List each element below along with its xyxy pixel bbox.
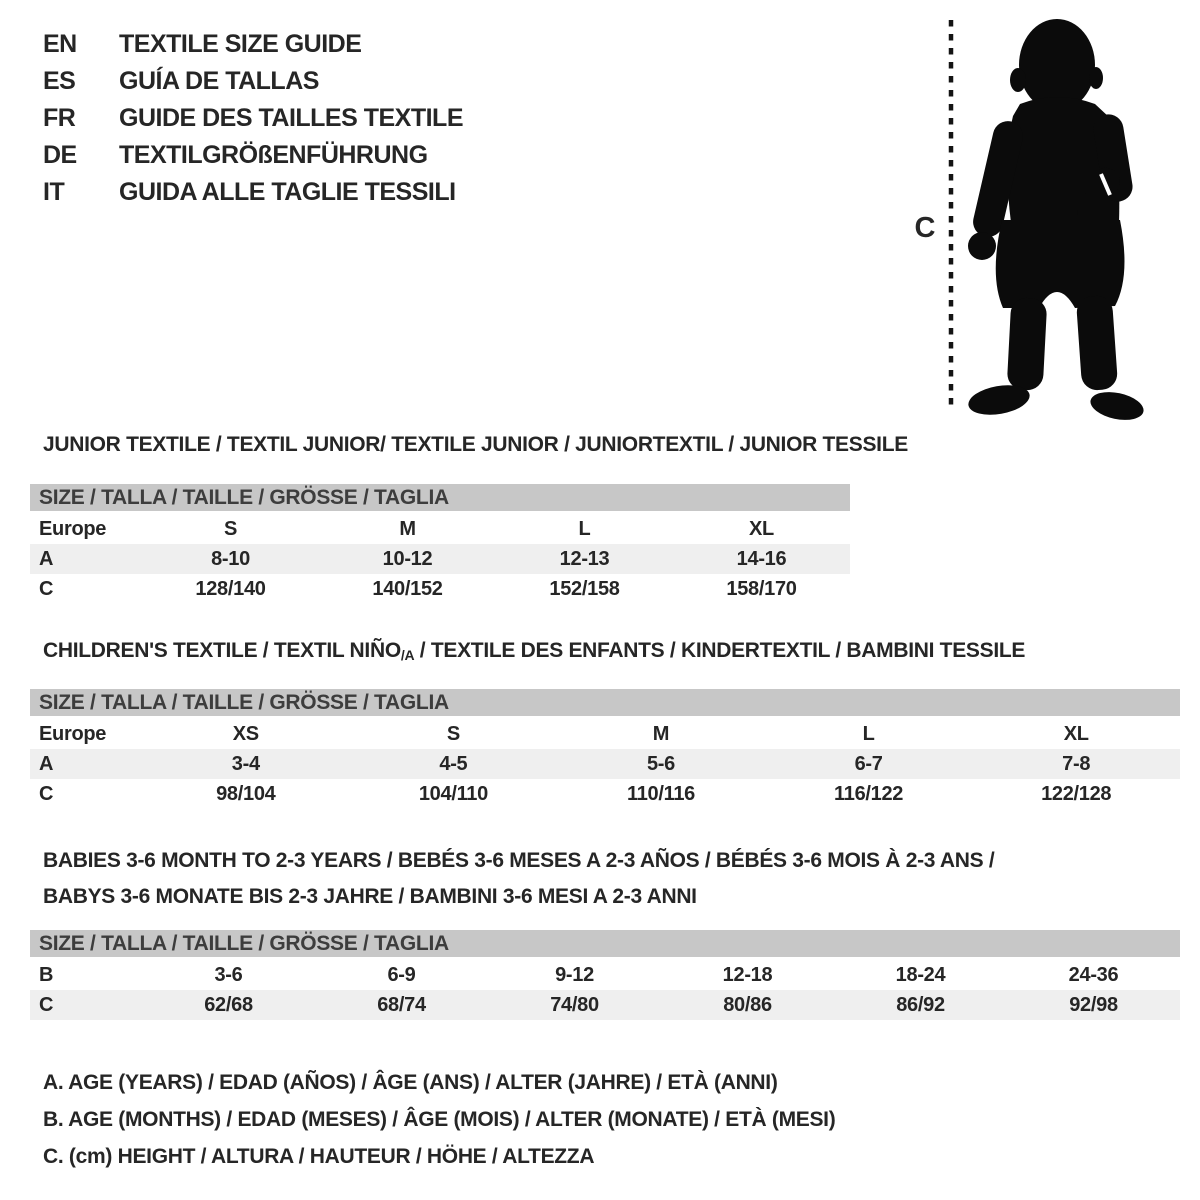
section-title-junior: JUNIOR TEXTILE / TEXTIL JUNIOR/ TEXTILE JUNIOR / JUNIORTEXTIL / JUNIOR TESSILE [43, 433, 908, 456]
legend-line-a: A. AGE (YEARS) / EDAD (AÑOS) / ÂGE (ANS) / ALTER (JAHRE) / ETÀ (ANNI) [43, 1071, 778, 1094]
row-label: A [39, 753, 54, 775]
table-row-height [30, 779, 1180, 809]
age-value: 3-6 [214, 964, 243, 986]
language-code: FR [43, 104, 76, 132]
legend [43, 1064, 835, 1175]
height-measure-label: C [914, 212, 936, 244]
legend-line-b: B. AGE (MONTHS) / EDAD (MESES) / ÂGE (MOIS) / ALTER (MONATE) / ETÀ (MESI) [43, 1108, 836, 1131]
row-label: C [39, 578, 54, 600]
table-row-europe [30, 514, 850, 544]
size-value: XS [232, 723, 259, 745]
age-value: 9-12 [555, 964, 594, 986]
toddler-body [966, 19, 1146, 420]
table-header-bar: SIZE / TALLA / TAILLE / GRÖSSE / TAGLIA [30, 484, 850, 511]
language-title: GUIDE DES TAILLES TEXTILE [119, 104, 464, 132]
size-table-junior [30, 484, 850, 604]
table-row-age [30, 544, 850, 574]
size-table-babies [30, 930, 1180, 1020]
height-value: 140/152 [372, 578, 443, 600]
language-title: GUÍA DE TALLAS [119, 67, 319, 95]
row-label: Europe [39, 723, 107, 745]
age-value: 10-12 [382, 548, 433, 570]
toddler-silhouette-icon [905, 8, 1155, 420]
height-value: 110/116 [626, 783, 695, 805]
size-value: XL [1063, 723, 1089, 745]
height-value: 68/74 [377, 994, 426, 1016]
row-label: C [39, 783, 54, 805]
table-row-age [30, 749, 1180, 779]
height-value: 152/158 [549, 578, 620, 600]
language-title: TEXTILGRÖßENFÜHRUNG [119, 141, 428, 169]
age-value: 5-6 [646, 753, 675, 775]
age-value: 3-4 [231, 753, 260, 775]
height-value: 92/98 [1069, 994, 1118, 1016]
language-code: IT [43, 178, 65, 206]
section-title-babies-line1: BABIES 3-6 MONTH TO 2-3 YEARS / BEBÉS 3-6 MESES A 2-3 AÑOS / BÉBÉS 3-6 MOIS À 2-3 ANS / [43, 849, 995, 872]
height-value: 122/128 [1041, 783, 1112, 805]
language-title-list [43, 31, 463, 206]
age-value: 6-7 [854, 753, 883, 775]
age-value: 8-10 [211, 548, 250, 570]
table-header-bar: SIZE / TALLA / TAILLE / GRÖSSE / TAGLIA [30, 930, 1180, 957]
size-value: M [399, 518, 416, 540]
row-label: C [39, 994, 54, 1016]
row-label: Europe [39, 518, 107, 540]
height-value: 158/170 [726, 578, 797, 600]
size-value: S [446, 723, 460, 745]
table-row-europe [30, 719, 1180, 749]
height-value: 86/92 [896, 994, 945, 1016]
size-value: S [223, 518, 238, 540]
height-value: 98/104 [216, 783, 276, 805]
section-title-children-post: / TEXTILE DES ENFANTS / KINDERTEXTIL / BAMBINI TESSILE [414, 639, 1026, 662]
height-value: 104/110 [418, 783, 488, 805]
age-value: 14-16 [736, 548, 787, 570]
age-value: 12-18 [722, 964, 773, 986]
age-value: 4-5 [439, 753, 468, 775]
height-value: 74/80 [550, 994, 599, 1016]
language-code: DE [43, 141, 77, 169]
height-value: 62/68 [204, 994, 253, 1016]
size-value: M [652, 723, 670, 745]
size-value: L [578, 518, 591, 540]
table-header-bar: SIZE / TALLA / TAILLE / GRÖSSE / TAGLIA [30, 689, 1180, 716]
language-code: EN [43, 30, 77, 58]
height-value: 80/86 [723, 994, 772, 1016]
age-value: 7-8 [1062, 753, 1091, 775]
language-title: GUIDA ALLE TAGLIE TESSILI [119, 178, 456, 206]
height-value: 116/122 [834, 783, 904, 805]
table-row-height [30, 990, 1180, 1020]
age-value: 18-24 [895, 964, 946, 986]
height-value: 128/140 [195, 578, 266, 600]
row-label: B [39, 964, 54, 986]
section-title-children-pre: CHILDREN'S TEXTILE / TEXTIL NIÑO [43, 639, 401, 662]
age-value: 12-13 [559, 548, 610, 570]
row-label: A [39, 548, 54, 570]
size-value: XL [749, 518, 774, 540]
language-title: TEXTILE SIZE GUIDE [119, 30, 362, 58]
language-code: ES [43, 67, 76, 95]
section-title-children [43, 639, 1025, 663]
size-table-children [30, 689, 1180, 809]
section-title-children-sub: /A [400, 647, 415, 663]
age-value: 24-36 [1068, 964, 1119, 986]
legend-line-c: C. (cm) HEIGHT / ALTURA / HAUTEUR / HÖHE / ALTEZZA [43, 1145, 595, 1168]
age-value: 6-9 [387, 964, 416, 986]
section-title-babies [43, 843, 994, 915]
table-row-height [30, 574, 850, 604]
size-value: L [862, 723, 875, 745]
table-row-age-months [30, 960, 1180, 990]
section-title-babies-line2: BABYS 3-6 MONATE BIS 2-3 JAHRE / BAMBINI 3-6 MESI A 2-3 ANNI [43, 885, 697, 908]
